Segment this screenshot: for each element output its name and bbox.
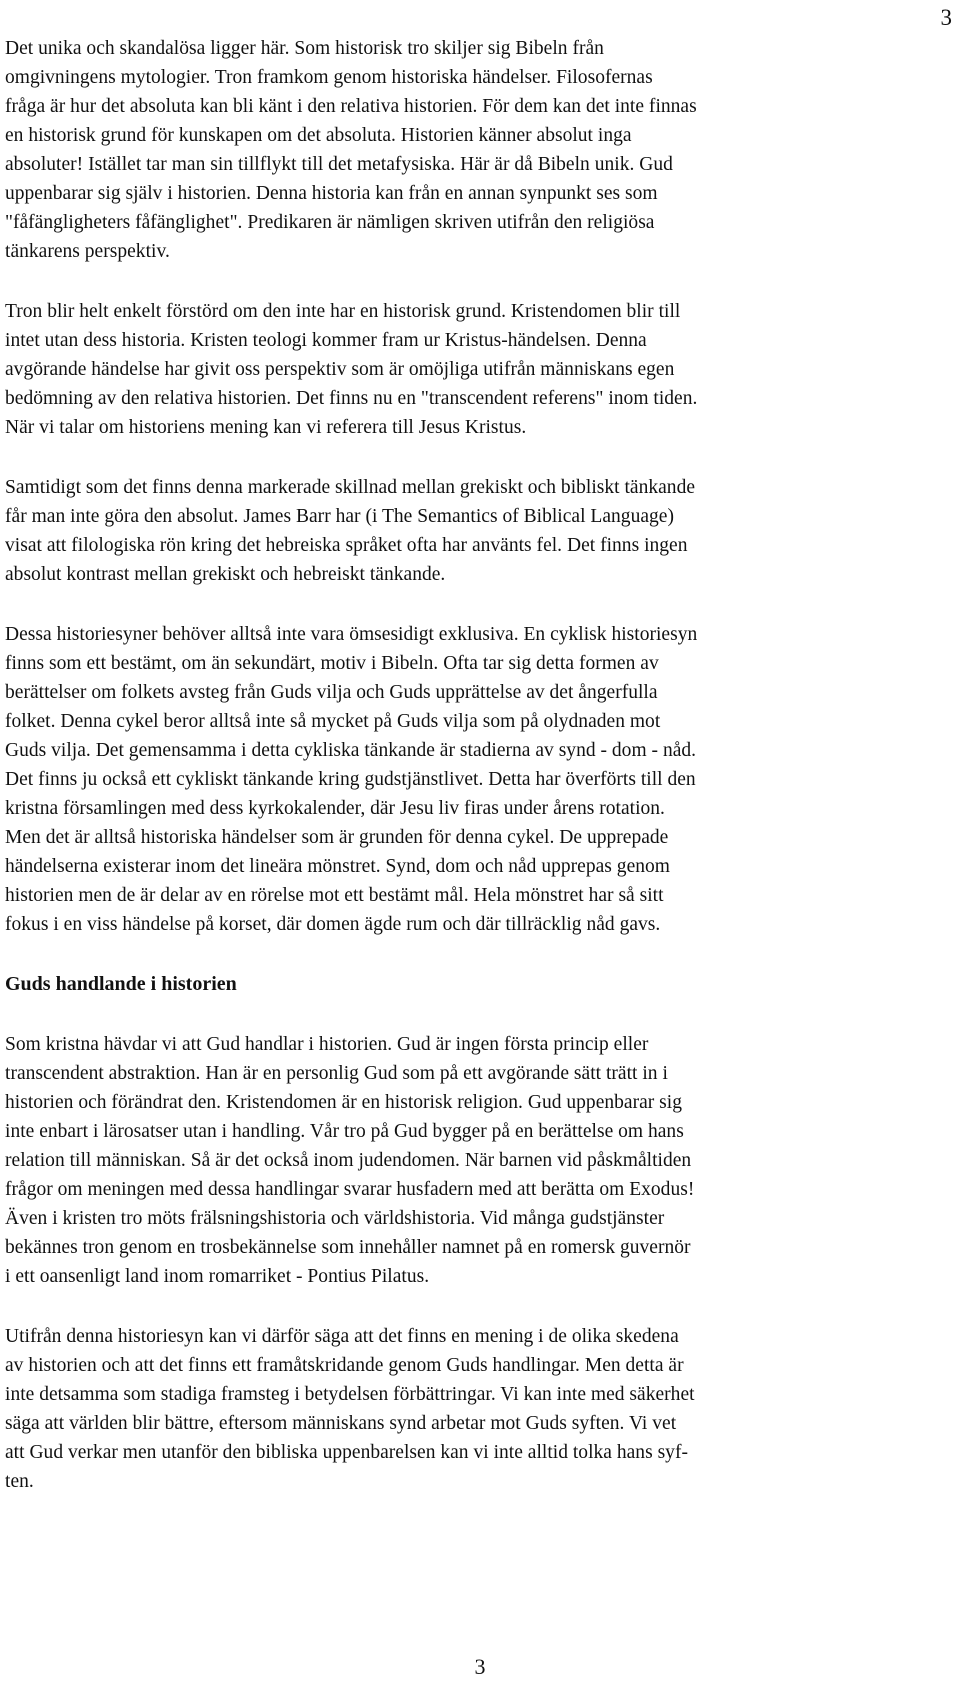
text-line: fråga är hur det absoluta kan bli känt i den relativa historien. För dem kan det inte finnas xyxy=(5,96,697,117)
text-line: uppenbarar sig själv i historien. Denna historia kan från en annan synpunkt ses som xyxy=(5,183,658,204)
text-line: att Gud verkar men utanför den bibliska uppenbarelsen kan vi inte alltid tolka hans syf- xyxy=(5,1442,688,1463)
text-line: "fåfängligheters fåfänglighet". Predikaren är nämligen skriven utifrån den religiösa xyxy=(5,212,655,233)
text-line: inte enbart i lärosatser utan i handling. Vår tro på Gud bygger på en berättelse om hans xyxy=(5,1121,684,1142)
section-heading: Guds handlande i historien xyxy=(5,973,237,995)
text-line: kristna församlingen med dess kyrkokalender, där Jesu liv firas under årens rotation. xyxy=(5,798,665,819)
text-line: tänkarens perspektiv. xyxy=(5,241,170,262)
page-number-top: 3 xyxy=(940,5,952,30)
text-line: När vi talar om historiens mening kan vi referera till Jesus Kristus. xyxy=(5,417,527,438)
text-line: historien och förändrat den. Kristendomen är en historisk religion. Gud uppenbarar sig xyxy=(5,1092,683,1113)
text-line: en historisk grund för kunskapen om det absoluta. Historien känner absolut inga xyxy=(5,125,632,146)
text-line: Samtidigt som det finns denna markerade skillnad mellan grekiskt och bibliskt tänkande xyxy=(5,477,696,498)
text-line: frågor om meningen med dessa handlingar svarar husfadern med att berätta om Exodus! xyxy=(5,1179,695,1200)
paragraph-2 xyxy=(5,297,923,442)
text-line: absolut kontrast mellan grekiskt och hebreiskt tänkande. xyxy=(5,564,446,585)
text-line: Utifrån denna historiesyn kan vi därför säga att det finns en mening i de olika skedena xyxy=(5,1326,679,1347)
text-line: Dessa historiesyner behöver alltså inte vara ömsesidigt exklusiva. En cyklisk historiesyn xyxy=(5,624,698,645)
text-line: bekännes tron genom en trosbekännelse som innehåller namnet på en romersk guvernör xyxy=(5,1237,691,1258)
text-line: transcendent abstraktion. Han är en personlig Gud som på ett avgörande sätt trätt in i xyxy=(5,1063,668,1084)
text-line: relation till människan. Så är det också inom judendomen. När barnen vid påskmåltiden xyxy=(5,1150,692,1171)
text-line: inte detsamma som stadiga framsteg i betydelsen förbättringar. Vi kan inte med säkerhet xyxy=(5,1384,695,1405)
text-line: Men det är alltså historiska händelser som är grunden för denna cykel. De upprepade xyxy=(5,827,669,848)
text-line: Guds vilja. Det gemensamma i detta cykliska tänkande är stadierna av synd - dom - nåd. xyxy=(5,740,697,761)
document-body xyxy=(5,34,923,1527)
text-line: får man inte göra den absolut. James Barr har (i The Semantics of Biblical Language) xyxy=(5,506,674,527)
text-line: bedömning av den relativa historien. Det finns nu en "transcendent referens" inom tiden. xyxy=(5,388,698,409)
text-line: avgörande händelse har givit oss perspektiv som är omöjliga utifrån människans egen xyxy=(5,359,675,380)
text-line: historien men de är delar av en rörelse mot ett bestämt mål. Hela mönstret har så sitt xyxy=(5,885,664,906)
page-number-bottom: 3 xyxy=(474,1654,486,1679)
text-line: händelserna existerar inom det lineära mönstret. Synd, dom och nåd upprepas genom xyxy=(5,856,670,877)
text-line: Tron blir helt enkelt förstörd om den inte har en historisk grund. Kristendomen blir till xyxy=(5,301,681,322)
text-line: finns som ett bestämt, om än sekundärt, motiv i Bibeln. Ofta tar sig detta formen av xyxy=(5,653,659,674)
text-line: omgivningens mytologier. Tron framkom genom historiska händelser. Filosofernas xyxy=(5,67,653,88)
text-line: i ett oansenligt land inom romarriket - Pontius Pilatus. xyxy=(5,1266,430,1287)
paragraph-5 xyxy=(5,1030,923,1291)
text-line: ten. xyxy=(5,1471,34,1492)
text-line: av historien och att det finns ett framåtskridande genom Guds handlingar. Men detta är xyxy=(5,1355,684,1376)
text-line: säga att världen blir bättre, eftersom människans synd arbetar mot Guds syften. Vi vet xyxy=(5,1413,677,1434)
text-line: Även i kristen tro möts frälsningshistoria och världshistoria. Vid många gudstjänster xyxy=(5,1208,665,1229)
text-line: absoluter! Istället tar man sin tillflykt till det metafysiska. Här är då Bibeln unik. Gud xyxy=(5,154,673,175)
text-line: intet utan dess historia. Kristen teologi kommer fram ur Kristus-händelsen. Denna xyxy=(5,330,647,351)
text-line: berättelser om folkets avsteg från Guds vilja och Guds upprättelse av det ångerfulla xyxy=(5,682,658,703)
paragraph-6 xyxy=(5,1322,923,1496)
text-line: folket. Denna cykel beror alltså inte så mycket på Guds vilja som på olydnaden mot xyxy=(5,711,661,732)
text-line: fokus i en viss händelse på korset, där domen ägde rum och där tillräcklig nåd gavs. xyxy=(5,914,661,935)
paragraph-3 xyxy=(5,473,923,589)
paragraph-1 xyxy=(5,34,923,266)
text-line: Det unika och skandalösa ligger här. Som historisk tro skiljer sig Bibeln från xyxy=(5,38,604,59)
text-line: visat att filologiska rön kring det hebreiska språket ofta har använts fel. Det finns ingen xyxy=(5,535,688,556)
paragraph-4 xyxy=(5,620,923,939)
text-line: Som kristna hävdar vi att Gud handlar i historien. Gud är ingen första princip eller xyxy=(5,1034,649,1055)
text-line: Det finns ju också ett cykliskt tänkande kring gudstjänstlivet. Detta har överförts till den xyxy=(5,769,696,790)
